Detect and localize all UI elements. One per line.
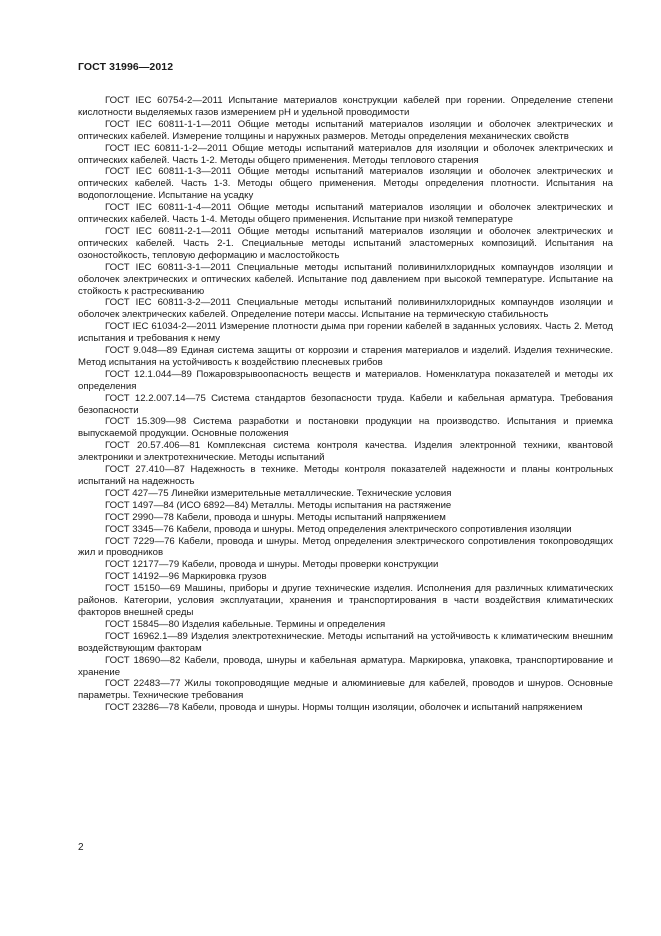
reference-item: ГОСТ 15150—69 Машины, приборы и другие технические изделия. Исполнения для различных климатических районов. Категории, условия эксплуатации, хранения и транспортирования в части воздействия климатических факторов внешней среды xyxy=(78,583,613,618)
reference-item: ГОСТ 15845—80 Изделия кабельные. Термины и определения xyxy=(105,618,386,630)
reference-item: ГОСТ IEC 60811-1-4—2011 Общие методы испытаний материалов изоляции и оболочек электрических и оптических кабелей. Часть 1-4. Методы общего применения. Испытание при низкой температуре xyxy=(78,202,613,226)
reference-item: ГОСТ 20.57.406—81 Комплексная система контроля качества. Изделия электронной техники, квантовой электроники и электротехнические. Методы испытаний xyxy=(78,440,613,464)
reference-item: ГОСТ IEC 60811-1-2—2011 Общие методы испытаний материалов для изоляции и оболочек электрических и оптических кабелей. Часть 1-2. Методы общего применения. Методы теплового старения xyxy=(78,142,613,166)
reference-item: ГОСТ 7229—76 Кабели, провода и шнуры. Метод определения электрического сопротивления токопроводящих жил и проводников xyxy=(78,535,613,559)
reference-item: ГОСТ IEC 60811-3-1—2011 Специальные методы испытаний поливинилхлоридных компаундов изоляции и оболочек электрических и оптических кабелей. Испытание под давлением при высокой температуре. Испытание на стойкость к растрескиванию xyxy=(78,261,613,297)
reference-item: ГОСТ IEC 60811-1-3—2011 Общие методы испытаний материалов изоляции и оболочек электрических и оптических кабелей. Часть 1-3. Методы общего применения. Методы определения плотности. Испытания на водопоглощение. Испытание на усадку xyxy=(78,166,613,202)
reference-item: ГОСТ 23286—78 Кабели, провода и шнуры. Нормы толщин изоляции, оболочек и испытаний напряжением xyxy=(105,702,583,714)
reference-item: ГОСТ 22483—77 Жилы токопроводящие медные и алюминиевые для кабелей, проводов и шнуров. Основные параметры. Технические требования xyxy=(78,678,613,702)
reference-item: ГОСТ 2990—78 Кабели, провода и шнуры. Методы испытаний напряжением xyxy=(105,511,446,523)
reference-item: ГОСТ IEC 60811-3-2—2011 Специальные методы испытаний поливинилхлоридных компаундов изоляции и оболочек электрических кабелей. Определение потери массы. Испытание на термическую стабильность xyxy=(78,297,613,321)
reference-item: ГОСТ 9.048—89 Единая система защиты от коррозии и старения материалов и изделий. Изделия технические. Метод испытания на устойчивость к воздействию плесневых грибов xyxy=(78,345,613,368)
reference-item: ГОСТ IEC 60754-2—2011 Испытание материалов конструкции кабелей при горении. Определение степени кислотности выделяемых газов измерением pH и удельной проводимости xyxy=(78,95,613,118)
reference-list xyxy=(78,95,613,714)
reference-item: ГОСТ IEC 61034-2—2011 Измерение плотности дыма при горении кабелей в заданных условиях. Часть 2. Метод испытания и требования к нему xyxy=(78,321,613,345)
reference-item: ГОСТ 12.1.044—89 Пожаровзрывоопасность веществ и материалов. Номенклатура показателей и методы их определения xyxy=(78,368,613,392)
reference-item: ГОСТ 3345—76 Кабели, провода и шнуры. Метод определения электрического сопротивления изоляции xyxy=(105,523,572,535)
reference-item: ГОСТ 12177—79 Кабели, провода и шнуры. Методы проверки конструкции xyxy=(105,559,439,571)
reference-item: ГОСТ 16962.1—89 Изделия электротехнические. Методы испытаний на устойчивость к климатическим внешним воздействующим факторам xyxy=(78,630,613,654)
page-number: 2 xyxy=(78,842,84,853)
reference-item: ГОСТ IEC 60811-1-1—2011 Общие методы испытаний материалов изоляции и оболочек электрических и оптических кабелей. Измерение толщины и наружных размеров. Методы определения механических свойств xyxy=(78,118,613,142)
reference-item: ГОСТ 14192—96 Маркировка грузов xyxy=(105,571,267,583)
document-header: ГОСТ 31996—2012 xyxy=(78,61,174,73)
reference-item: ГОСТ 27.410—87 Надежность в технике. Методы контроля показателей надежности и планы контрольных испытаний на надежность xyxy=(78,464,613,487)
reference-item: ГОСТ 427—75 Линейки измерительные металлические. Технические условия xyxy=(105,487,452,499)
reference-item: ГОСТ IEC 60811-2-1—2011 Общие методы испытаний материалов изоляции и оболочек электрических и оптических кабелей. Часть 2-1. Специальные методы испытаний эластомерных композиций. Испытания на озоностойкость, тепловую деформацию и маслостойкость xyxy=(78,225,613,261)
reference-item: ГОСТ 18690—82 Кабели, провода, шнуры и кабельная арматура. Маркировка, упаковка, транспортирование и хранение xyxy=(78,654,613,678)
reference-item: ГОСТ 1497—84 (ИСО 6892—84) Металлы. Методы испытания на растяжение xyxy=(105,499,452,511)
reference-item: ГОСТ 15.309—98 Система разработки и постановки продукции на производство. Испытания и приемка выпускаемой продукции. Основные положения xyxy=(78,416,613,440)
reference-item: ГОСТ 12.2.007.14—75 Система стандартов безопасности труда. Кабели и кабельная арматура. Требования безопасности xyxy=(78,392,613,416)
